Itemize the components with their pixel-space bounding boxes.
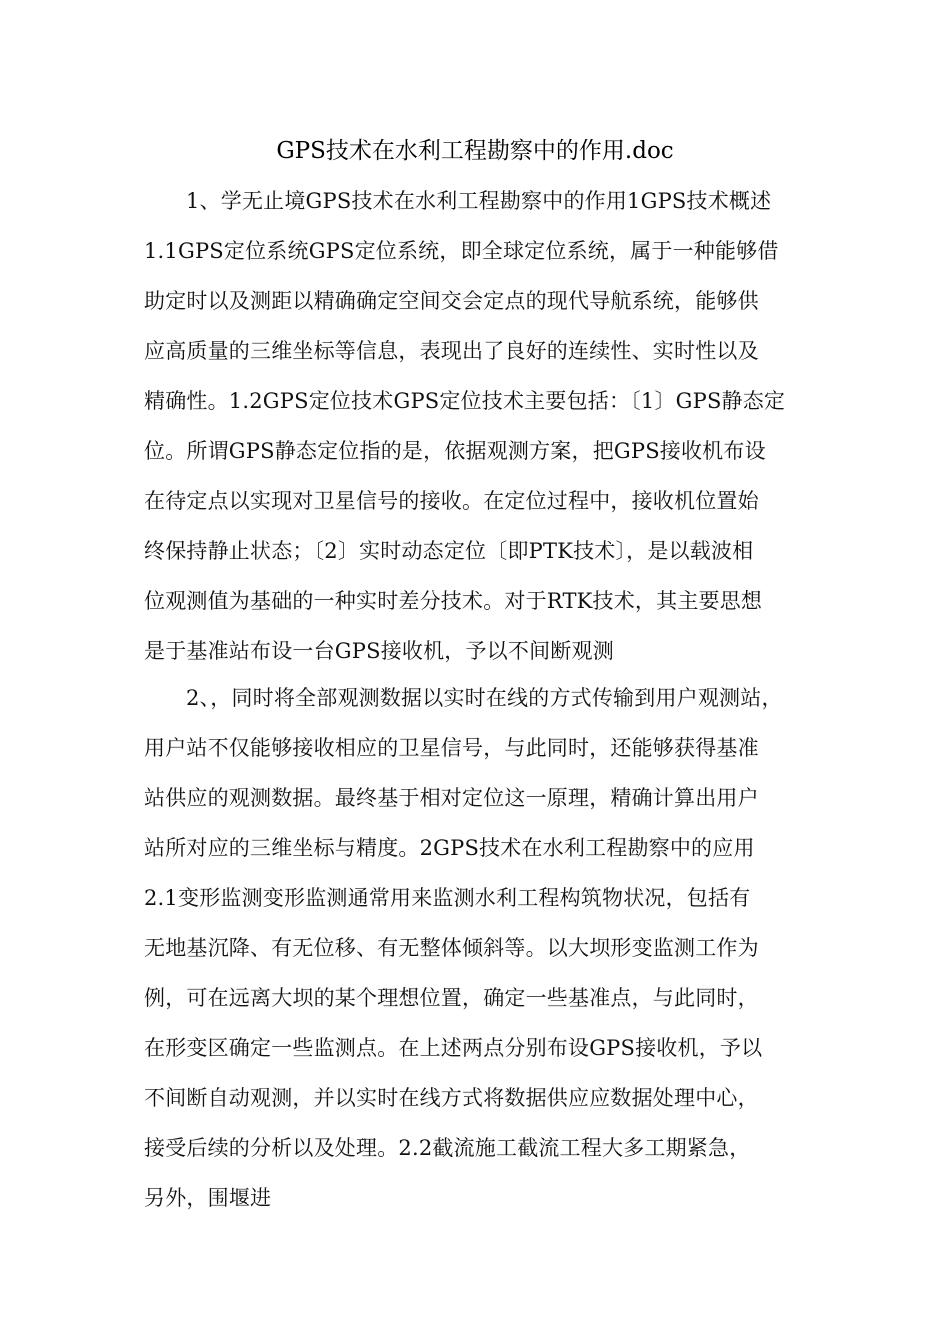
text-line: 用户站不仅能够接收相应的卫星信号，与此同时，还能够获得基准 — [144, 736, 759, 760]
text-line: 无地基沉降、有无位移、有无整体倾斜等。以大坝形变监测工作为 — [144, 936, 759, 960]
text-line: 1、学无止境GPS技术在水利工程勘察中的作用1GPS技术概述 — [186, 189, 772, 213]
text-line: 另外，围堰进 — [144, 1186, 272, 1210]
text-line: 1.1GPS定位系统GPS定位系统，即全球定位系统，属于一种能够借 — [144, 239, 779, 263]
text-line: 站所对应的三维坐标与精度。2GPS技术在水利工程勘察中的应用 — [144, 836, 755, 860]
text-line: 应高质量的三维坐标等信息，表现出了良好的连续性、实时性以及 — [144, 339, 759, 363]
paragraph-2 — [144, 673, 816, 1223]
text-line: 接受后续的分析以及处理。2.2截流施工截流工程大多工期紧急， — [144, 1136, 751, 1160]
text-line: 站供应的观测数据。最终基于相对定位这一原理，精确计算出用户 — [144, 786, 759, 810]
text-line: 2.1变形监测变形监测通常用来监测水利工程构筑物状况，包括有 — [144, 886, 751, 910]
text-line: 位观测值为基础的一种实时差分技术。对于RTK技术，其主要思想 — [144, 589, 763, 613]
text-line: 位。所谓GPS静态定位指的是，依据观测方案，把GPS接收机布设 — [144, 439, 766, 463]
text-line: 在形变区确定一些监测点。在上述两点分别布设GPS接收机，予以 — [144, 1036, 763, 1060]
text-line: 2、，同时将全部观测数据以实时在线的方式传输到用户观测站， — [186, 686, 783, 710]
text-line: 例，可在远离大坝的某个理想位置，确定一些基准点，与此同时， — [144, 986, 759, 1010]
text-line: 助定时以及测距以精确确定空间交会定点的现代导航系统，能够供 — [144, 289, 759, 313]
text-line: 精确性。1.2GPS定位技术GPS定位技术主要包括：〔1〕GPS静态定 — [144, 389, 786, 413]
text-line: 是于基准站布设一台GPS接收机，予以不间断观测 — [144, 639, 614, 663]
paragraph-1 — [144, 176, 816, 676]
text-line: 在待定点以实现对卫星信号的接收。在定位过程中，接收机位置始 — [144, 489, 759, 513]
document-title: GPS技术在水利工程勘察中的作用.doc — [276, 138, 674, 164]
text-line: 终保持静止状态；〔2〕实时动态定位〔即PTK技术〕，是以载波相 — [144, 539, 754, 563]
text-line: 不间断自动观测，并以实时在线方式将数据供应应数据处理中心， — [144, 1086, 759, 1110]
